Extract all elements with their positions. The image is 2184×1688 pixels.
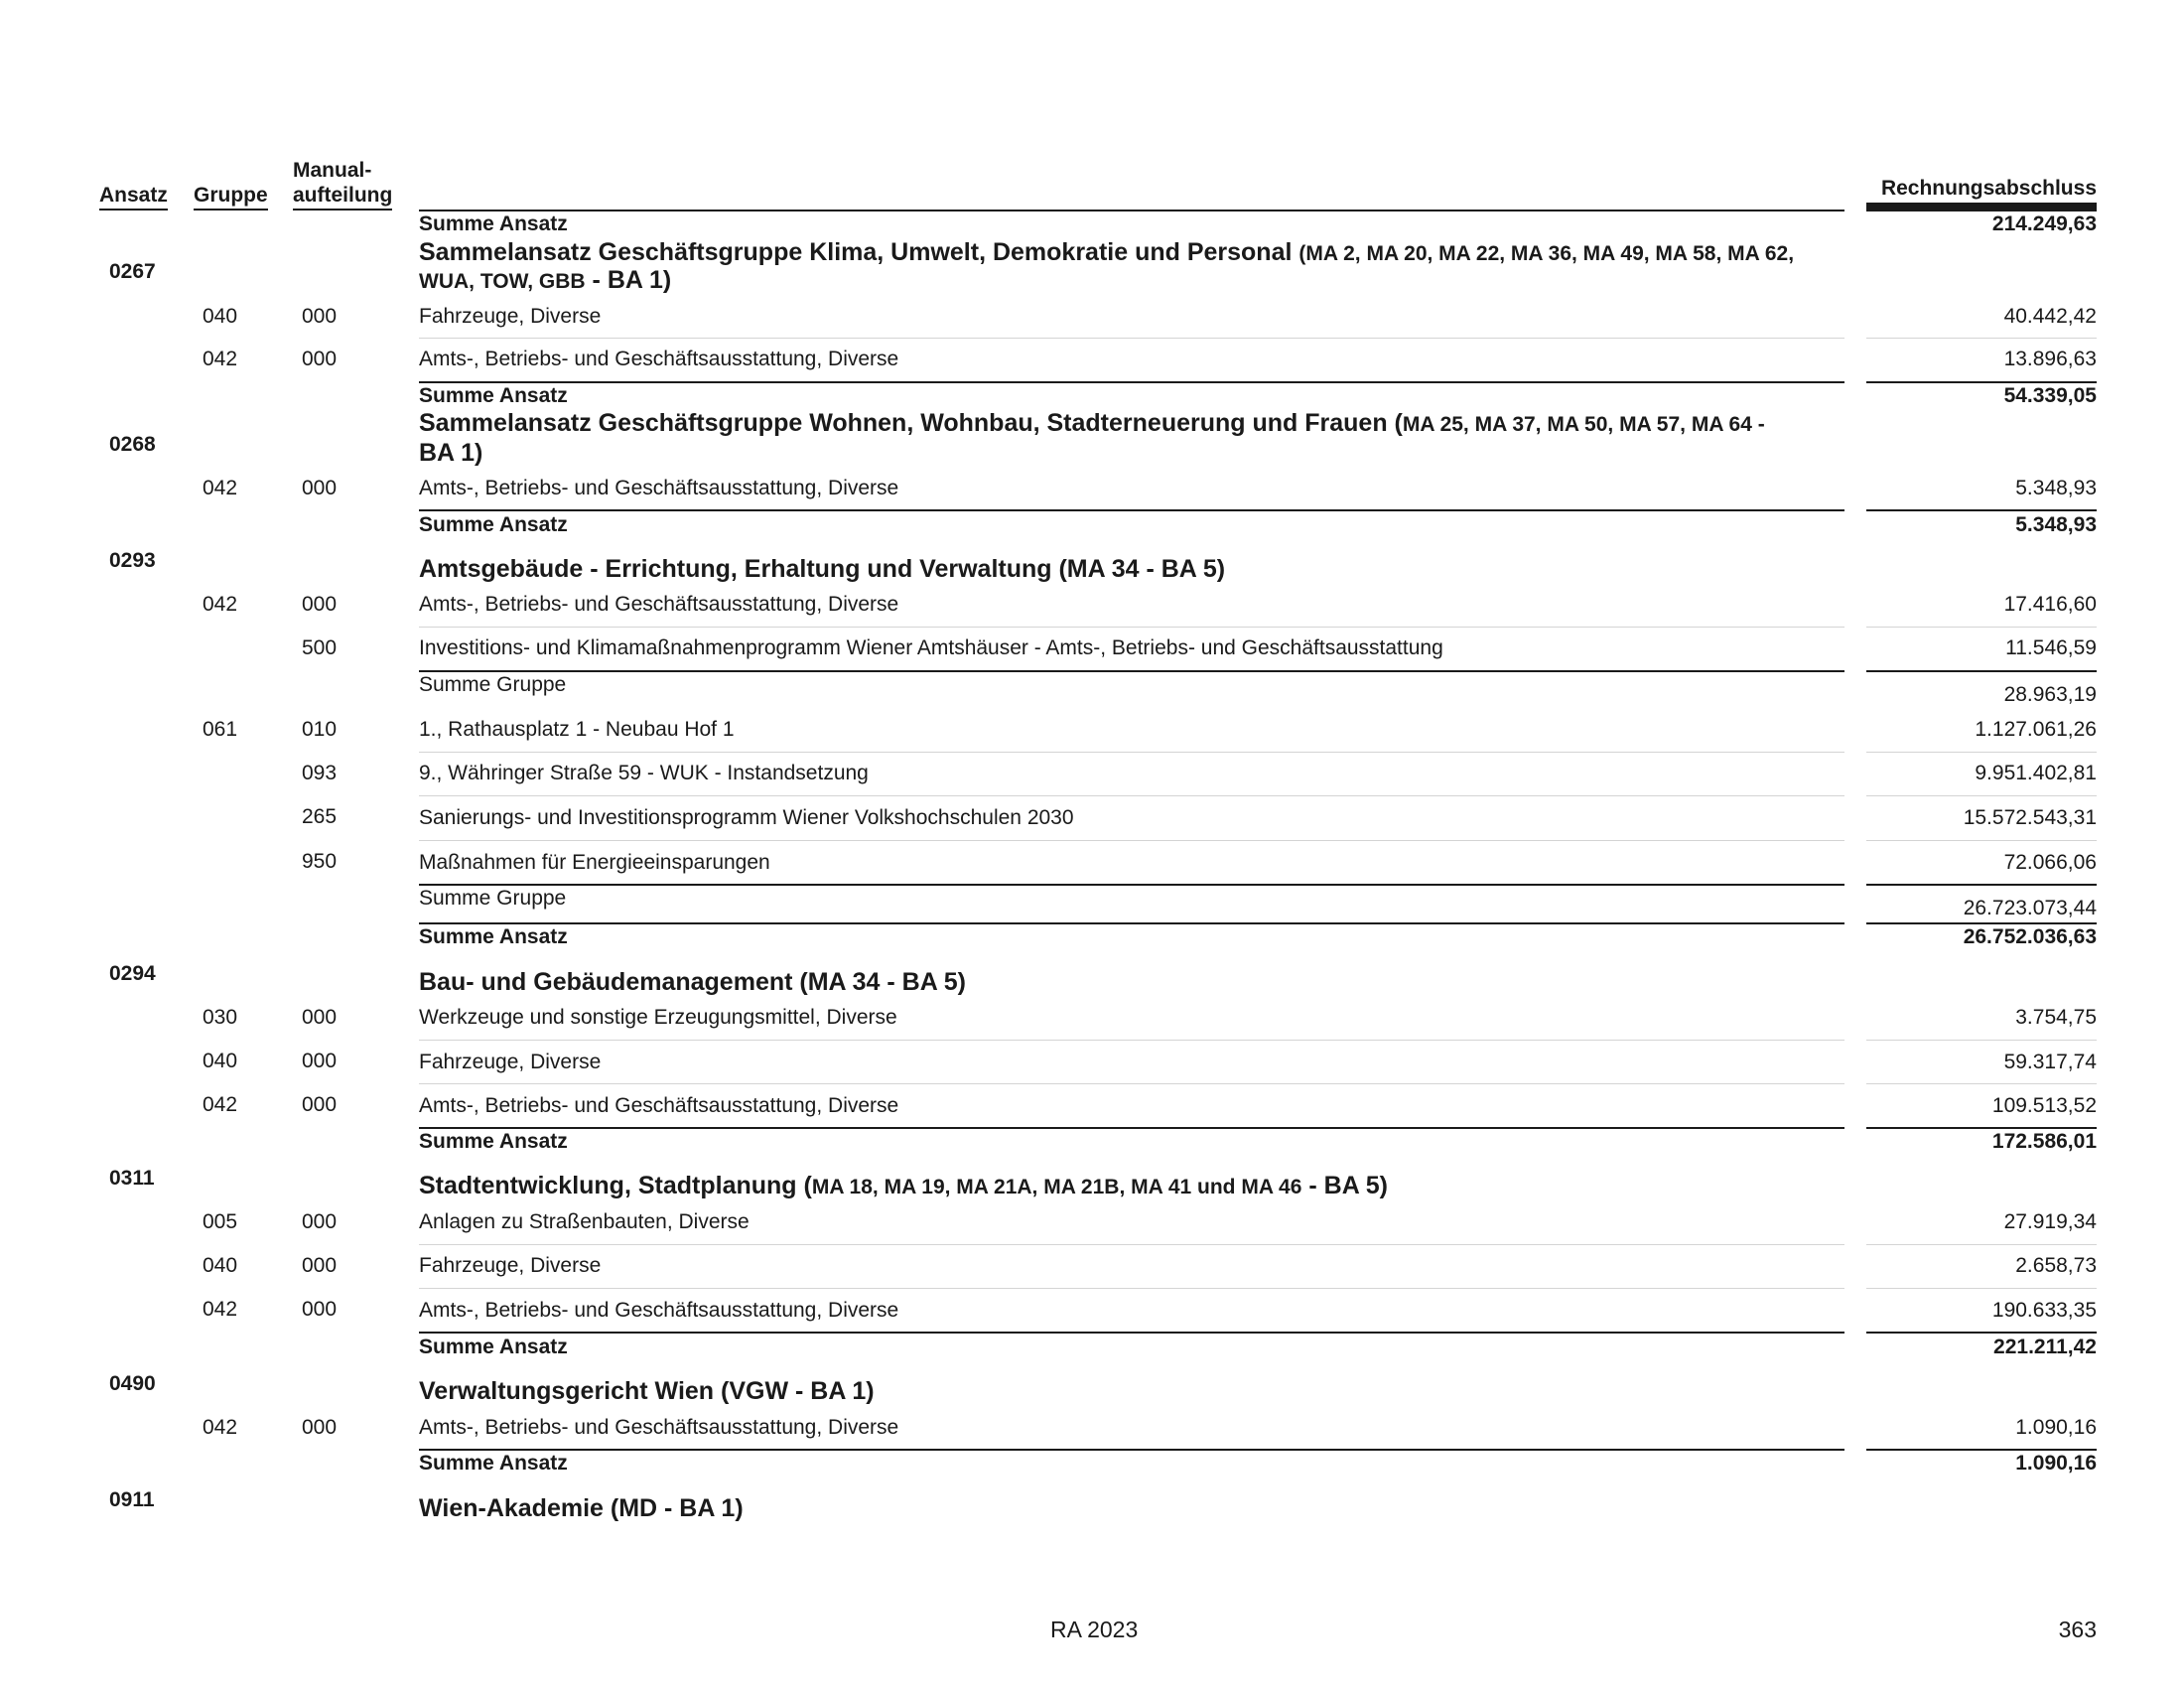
- sum-rule: [419, 1332, 1844, 1334]
- sum-ansatz-value: 26.752.036,63: [1963, 925, 2097, 948]
- row-divider: [419, 1288, 1844, 1289]
- section-title: Verwaltungsgericht Wien (VGW - BA 1): [419, 1377, 875, 1405]
- row-manual: 000: [302, 1006, 338, 1029]
- row-divider: [419, 1244, 1844, 1245]
- row-gruppe: 061: [203, 718, 238, 741]
- row-manual: 000: [302, 1254, 338, 1277]
- sum-rule: [419, 509, 1844, 511]
- top-sum-label: Summe Ansatz: [419, 212, 568, 235]
- header-gruppe: Gruppe: [194, 184, 268, 211]
- row-manual: 000: [302, 1298, 338, 1321]
- ansatz-code: 0267: [109, 260, 156, 283]
- row-gruppe: 042: [203, 1093, 238, 1116]
- row-manual: 093: [302, 762, 338, 784]
- group-sum-rule: [1866, 884, 2097, 886]
- row-gruppe: 040: [203, 305, 238, 328]
- section-title: Sammelansatz Geschäftsgruppe Wohnen, Wohnbau, Stadterneuerung und Frauen (MA 25, MA 37, MA 50, MA 57, MA 64 -: [419, 409, 1765, 437]
- header-ansatz: Ansatz: [99, 184, 168, 211]
- row-divider: [1866, 795, 2097, 796]
- row-manual: 000: [302, 477, 338, 499]
- ansatz-code: 0293: [109, 549, 156, 572]
- section-title-line2: WUA, TOW, GBB - BA 1): [419, 266, 672, 294]
- sum-ansatz-value: 221.211,42: [1993, 1336, 2097, 1358]
- row-gruppe: 030: [203, 1006, 238, 1029]
- sum-ansatz-label: Summe Ansatz: [419, 925, 568, 948]
- section-title: Amtsgebäude - Errichtung, Erhaltung und Verwaltung (MA 34 - BA 5): [419, 555, 1226, 583]
- row-text: Fahrzeuge, Diverse: [419, 1254, 602, 1277]
- row-value: 17.416,60: [2003, 593, 2097, 616]
- row-gruppe: 040: [203, 1254, 238, 1277]
- group-sum-rule: [419, 884, 1844, 886]
- row-manual: 500: [302, 636, 338, 659]
- header-manual-line2: aufteilung: [293, 184, 392, 211]
- sum-ansatz-value: 172.586,01: [1991, 1130, 2097, 1153]
- row-manual: 000: [302, 1050, 338, 1072]
- row-text: Fahrzeuge, Diverse: [419, 305, 602, 328]
- sum-rule: [1866, 381, 2097, 383]
- row-text: Sanierungs- und Investitionsprogramm Wiener Volkshochschulen 2030: [419, 806, 1074, 829]
- sum-rule: [419, 381, 1844, 383]
- row-value: 59.317,74: [2003, 1051, 2097, 1073]
- ansatz-code: 0268: [109, 433, 156, 456]
- row-value: 190.633,35: [1991, 1299, 2097, 1322]
- row-text: Maßnahmen für Energieeinsparungen: [419, 851, 770, 874]
- row-value: 2.658,73: [2015, 1254, 2097, 1277]
- page-number: 363: [2058, 1617, 2097, 1642]
- row-text: Anlagen zu Straßenbauten, Diverse: [419, 1210, 750, 1233]
- sum-rule: [1866, 1449, 2097, 1451]
- ansatz-code: 0311: [109, 1167, 155, 1190]
- group-sum-rule: [419, 670, 1844, 672]
- row-value: 40.442,42: [2003, 305, 2097, 328]
- row-divider: [1866, 338, 2097, 339]
- row-gruppe: 042: [203, 593, 238, 616]
- sum-rule: [1866, 509, 2097, 511]
- top-sum-value: 214.249,63: [1991, 212, 2097, 235]
- row-divider: [419, 1040, 1844, 1041]
- sum-rule: [1866, 922, 2097, 924]
- sum-ansatz-value: 1.090,16: [2015, 1452, 2097, 1475]
- row-value: 1.090,16: [2015, 1416, 2097, 1439]
- ansatz-code: 0490: [109, 1372, 156, 1395]
- section-title: Sammelansatz Geschäftsgruppe Klima, Umwelt, Demokratie und Personal (MA 2, MA 20, MA 22, MA 36, MA 49, MA 58, MA 62,: [419, 238, 1795, 266]
- row-value: 11.546,59: [2005, 636, 2097, 659]
- row-value: 15.572.543,31: [1963, 806, 2097, 829]
- row-text: Amts-, Betriebs- und Geschäftsausstattung, Diverse: [419, 477, 899, 499]
- sum-ansatz-label: Summe Ansatz: [419, 1130, 568, 1153]
- row-value: 72.066,06: [2003, 851, 2097, 874]
- sum-rule: [419, 1449, 1844, 1451]
- row-divider: [1866, 1288, 2097, 1289]
- row-divider: [419, 338, 1844, 339]
- sum-ansatz-label: Summe Ansatz: [419, 384, 568, 407]
- section-title: Stadtentwicklung, Stadtplanung (MA 18, MA 19, MA 21A, MA 21B, MA 41 und MA 46 - BA 5): [419, 1172, 1388, 1199]
- row-manual: 000: [302, 593, 338, 616]
- sum-gruppe-value: 28.963,19: [2003, 683, 2097, 706]
- row-manual: 000: [302, 305, 338, 328]
- group-sum-rule: [1866, 670, 2097, 672]
- row-value: 3.754,75: [2015, 1006, 2097, 1029]
- header-thick-rule: [1866, 203, 2097, 211]
- row-value: 27.919,34: [2003, 1210, 2097, 1233]
- ansatz-code: 0294: [109, 962, 156, 985]
- section-title-line2: BA 1): [419, 439, 483, 467]
- row-divider: [1866, 1040, 2097, 1041]
- row-divider: [419, 1083, 1844, 1084]
- sum-rule: [1866, 1332, 2097, 1334]
- row-gruppe: 042: [203, 477, 238, 499]
- sum-rule: [419, 922, 1844, 924]
- row-text: Amts-, Betriebs- und Geschäftsausstattung, Diverse: [419, 1416, 899, 1439]
- sum-gruppe-label: Summe Gruppe: [419, 673, 567, 696]
- row-value: 5.348,93: [2015, 477, 2097, 499]
- sum-ansatz-label: Summe Ansatz: [419, 1336, 568, 1358]
- sum-ansatz-value: 5.348,93: [2015, 513, 2097, 536]
- row-divider: [1866, 840, 2097, 841]
- row-divider: [419, 795, 1844, 796]
- row-divider: [1866, 1083, 2097, 1084]
- row-text: Werkzeuge und sonstige Erzeugungsmittel, Diverse: [419, 1006, 897, 1029]
- row-manual: 000: [302, 1093, 338, 1116]
- row-divider: [419, 752, 1844, 753]
- footer-report-label: RA 2023: [1050, 1617, 1139, 1642]
- row-text: Amts-, Betriebs- und Geschäftsausstattung, Diverse: [419, 1094, 899, 1117]
- row-manual: 950: [302, 850, 338, 873]
- row-text: 9., Währinger Straße 59 - WUK - Instandsetzung: [419, 762, 869, 784]
- row-value: 1.127.061,26: [1975, 718, 2097, 741]
- row-manual: 010: [302, 718, 338, 741]
- sum-ansatz-label: Summe Ansatz: [419, 513, 568, 536]
- row-manual: 000: [302, 1416, 338, 1439]
- row-gruppe: 042: [203, 1298, 238, 1321]
- row-text: Amts-, Betriebs- und Geschäftsausstattung, Diverse: [419, 348, 899, 370]
- row-text: Investitions- und Klimamaßnahmenprogramm Wiener Amtshäuser - Amts-, Betriebs- und Geschäftsausstattung: [419, 636, 1443, 659]
- row-manual: 000: [302, 348, 338, 370]
- sum-ansatz-value: 54.339,05: [2003, 384, 2097, 407]
- row-gruppe: 042: [203, 348, 238, 370]
- row-divider: [1866, 627, 2097, 628]
- sum-gruppe-label: Summe Gruppe: [419, 887, 567, 910]
- row-manual: 000: [302, 1210, 338, 1233]
- row-value: 109.513,52: [1991, 1094, 2097, 1117]
- row-value: 9.951.402,81: [1975, 762, 2097, 784]
- row-text: Amts-, Betriebs- und Geschäftsausstattung, Diverse: [419, 1299, 899, 1322]
- header-rule: [419, 210, 1844, 211]
- row-gruppe: 042: [203, 1416, 238, 1439]
- sum-rule: [1866, 1127, 2097, 1129]
- row-divider: [1866, 752, 2097, 753]
- section-title: Bau- und Gebäudemanagement (MA 34 - BA 5): [419, 968, 966, 996]
- row-gruppe: 040: [203, 1050, 238, 1072]
- sum-gruppe-value: 26.723.073,44: [1963, 897, 2097, 919]
- row-manual: 265: [302, 805, 338, 828]
- row-text: Fahrzeuge, Diverse: [419, 1051, 602, 1073]
- header-rechnungsabschluss: Rechnungsabschluss: [1880, 177, 2097, 200]
- row-divider: [1866, 1244, 2097, 1245]
- row-value: 13.896,63: [2003, 348, 2097, 370]
- sum-rule: [419, 1127, 1844, 1129]
- row-gruppe: 005: [203, 1210, 238, 1233]
- sum-ansatz-label: Summe Ansatz: [419, 1452, 568, 1475]
- header-manual-line1: Manual-: [293, 159, 372, 182]
- row-divider: [419, 840, 1844, 841]
- row-divider: [419, 627, 1844, 628]
- row-text: 1., Rathausplatz 1 - Neubau Hof 1: [419, 718, 735, 741]
- section-title: Wien-Akademie (MD - BA 1): [419, 1494, 744, 1522]
- row-text: Amts-, Betriebs- und Geschäftsausstattung, Diverse: [419, 593, 899, 616]
- ansatz-code: 0911: [109, 1488, 155, 1511]
